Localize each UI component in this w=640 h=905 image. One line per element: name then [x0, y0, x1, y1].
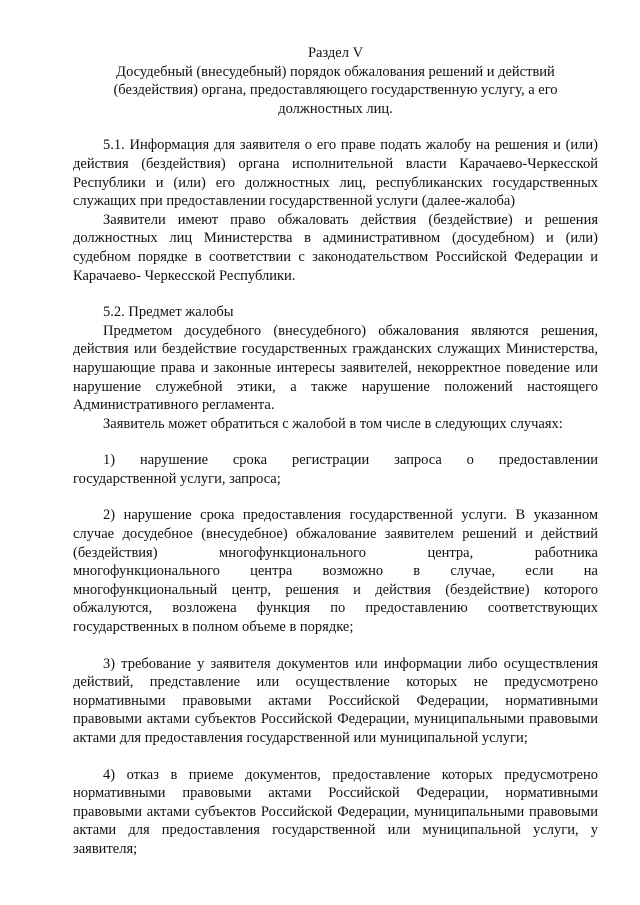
list-item-1-lead: 1) нарушение срока регистрации запроса о предоставлении — [103, 452, 598, 469]
paragraph-5-2-heading: 5.2. Предмет жалобы — [103, 304, 234, 321]
list-item-1-rest: государственной услуги, запроса; — [73, 470, 281, 487]
section-title: Досудебный (внесудебный) порядок обжалования решений и действий (бездействия) органа, предоставляющего государственную услугу, а его должностных лиц. — [113, 63, 558, 117]
paragraph-5-2-body: Предметом досудебного (внесудебного) обжалования являются решения, действия или бездействие государственных гражданских служащих Министерства, нарушающие права и законные интересы заявителей, некорректное поведение или нарушение служебной этики, а также нарушение положений настоящего Административного регламента. — [73, 322, 598, 414]
list-item-3: 3) требование у заявителя документов или информации либо осуществления действий, представление или осуществление которых не предусмотрено нормативными правовыми актами Российской Федерации, нормативными правовыми актами субъектов Российской Федерации, муниципальными правовыми актами для предоставления государственной или муниципальной услуги; — [73, 655, 598, 746]
list-item-2-line-3: (бездействия) многофункционального центра, работника — [73, 544, 598, 561]
paragraph-5-1-heading: 5.1. Информация для заявителя о его праве подать жалобу на решения и (или) действия (бездействия) органа исполнительной власти Карачаево-Черкесской Республики и (или) его должностных лиц, республиканских государственных служащих при предоставлении государственной услуги (далее-жалоба) — [73, 137, 598, 210]
list-item-2-line-1: 2) нарушение срока предоставления государственной услуги. В указанном — [103, 507, 598, 524]
paragraph-5-1-body: Заявители имеют право обжаловать действия (бездействие) и решения должностных лиц Министерства в административном (досудебном) и (или) судебном порядке в соответствии с законодательством Российской Федерации и Карачаево- Черкесской Республики. — [73, 211, 598, 284]
section-number: Раздел V — [307, 45, 364, 61]
paragraph-5-2-cases-intro: Заявитель может обратиться с жалобой в том числе в следующих случаях: — [103, 415, 563, 432]
list-item-2-line-4: многофункционального центра возможно в случае, если на — [73, 563, 598, 580]
list-item-2-line-2: случае досудебное (внесудебное) обжалование заявителем решений и действий — [73, 526, 598, 543]
list-item-2 — [73, 506, 598, 636]
list-item-4: 4) отказ в приеме документов, предоставление которых предусмотрено нормативными правовыми актами Российской Федерации, нормативными правовыми актами субъектов Российской Федерации, муниципальными правовыми актами для предоставления государственной или муниципальной услуги, у заявителя; — [73, 766, 598, 857]
list-item-2-rest: многофункциональный центр, решения и действия (бездействие) которого обжалуются, возложена функция по предоставлению соответствующих государственных в полном объеме в порядке; — [73, 581, 598, 636]
list-item-1 — [73, 451, 598, 488]
document-page — [73, 44, 598, 859]
